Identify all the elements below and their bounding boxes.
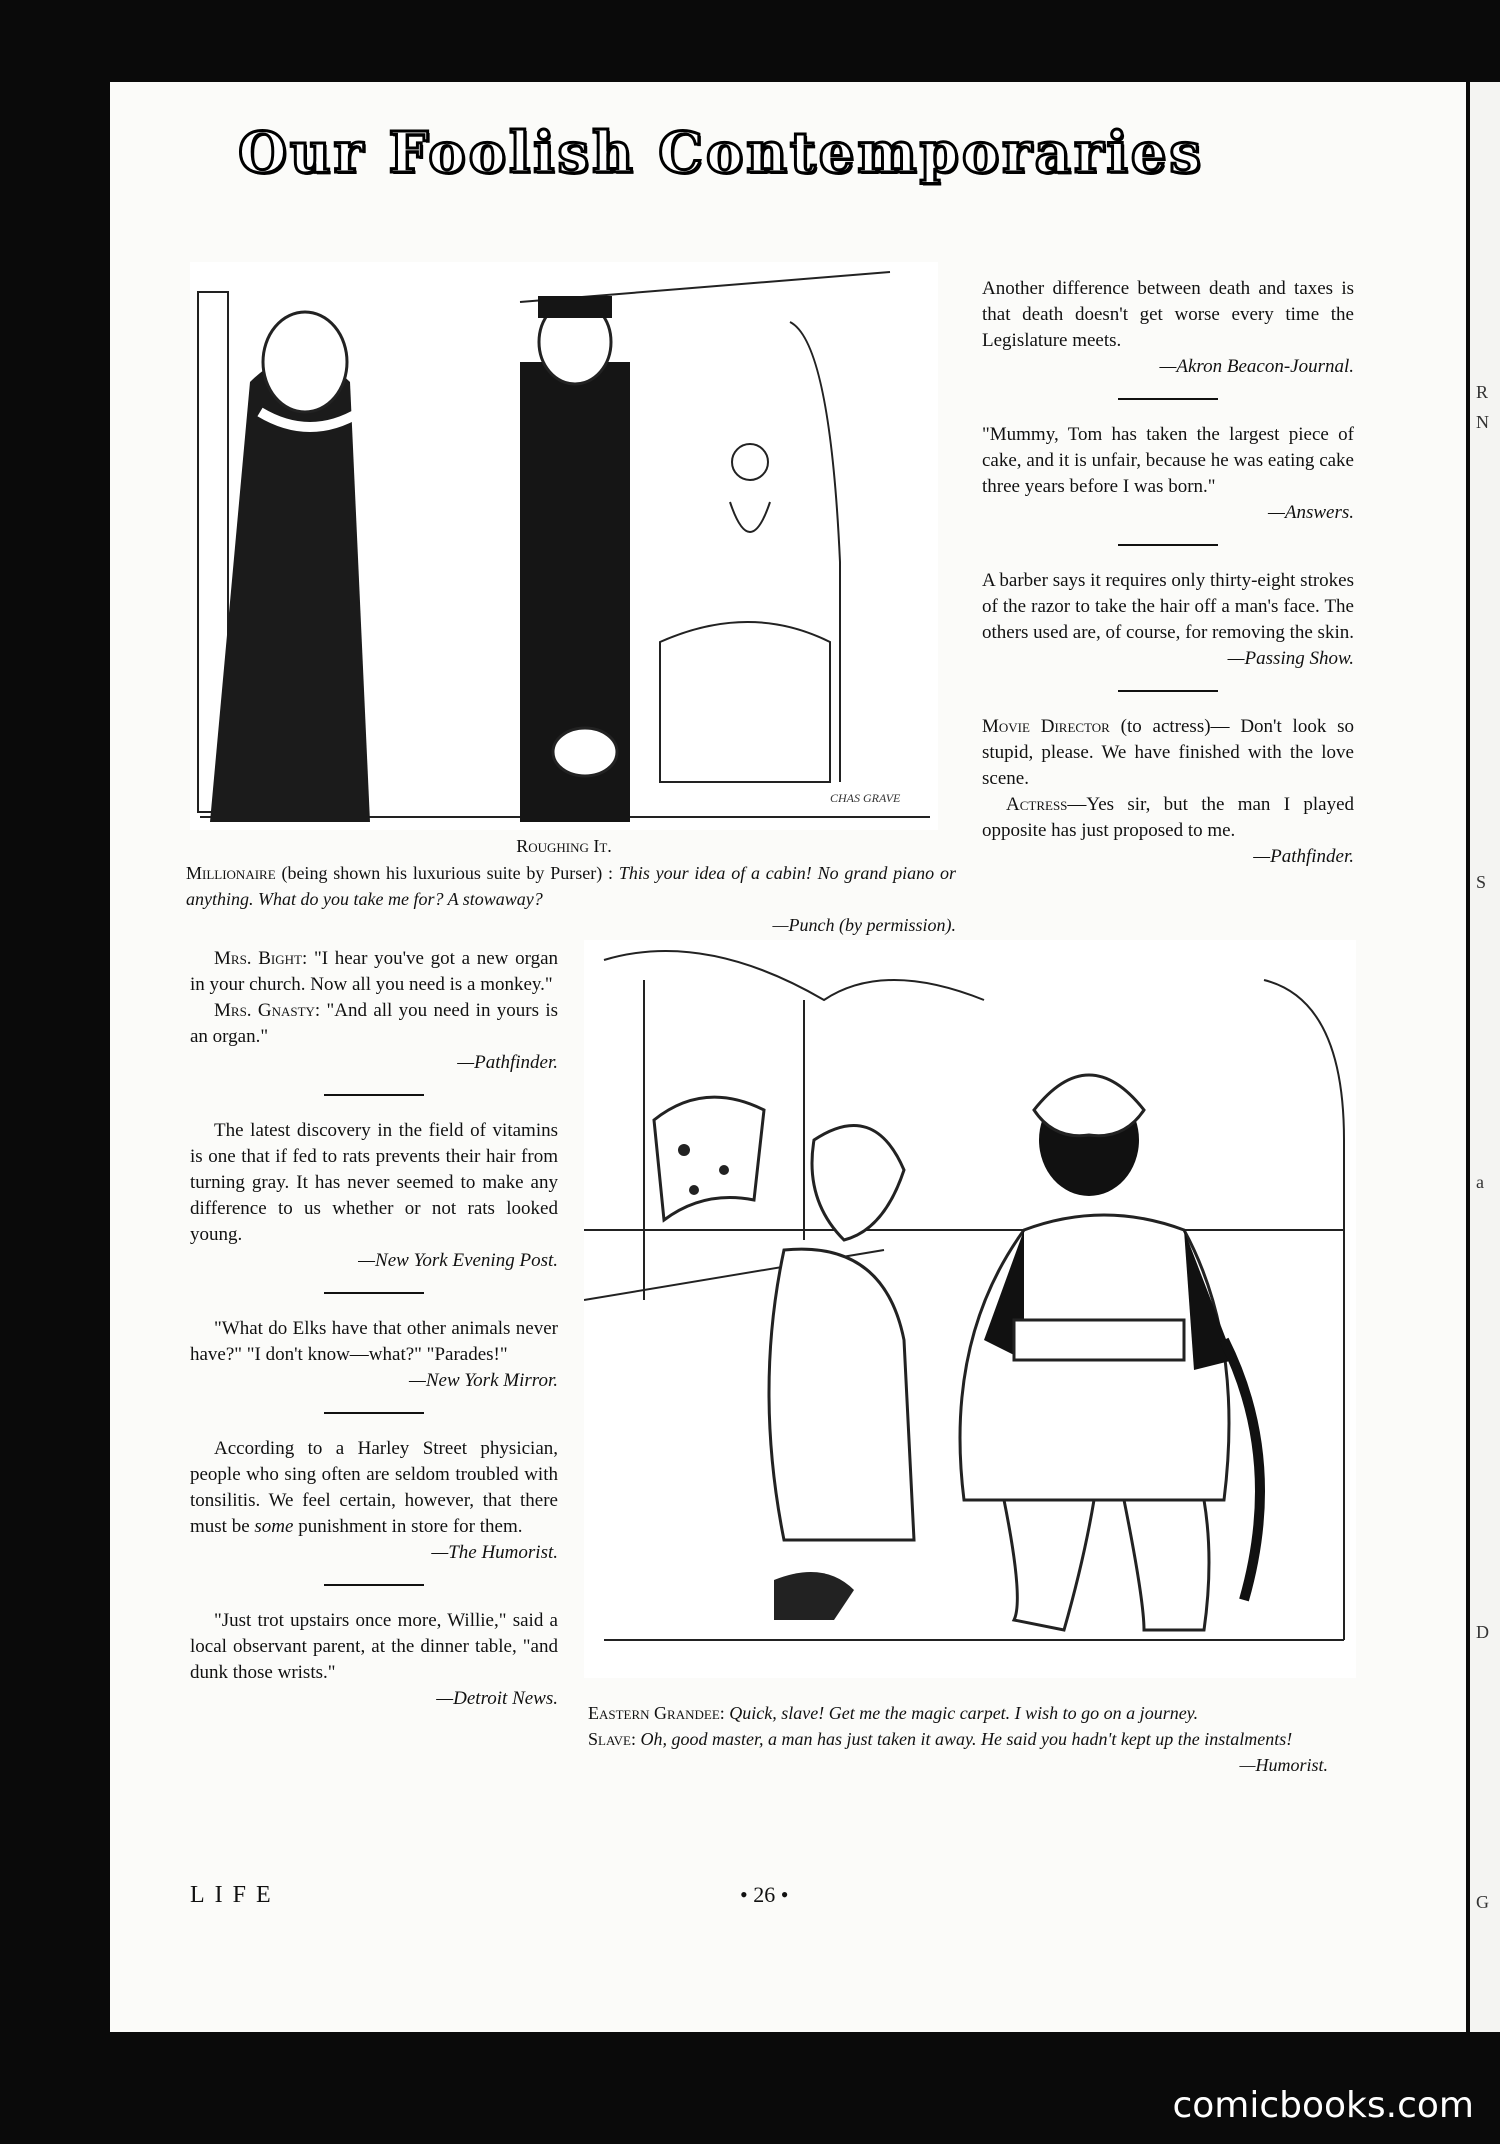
joke-source: —Passing Show. xyxy=(1227,648,1354,669)
movie-line: (to actress)— Don't look so stupid, please. We have finished with the love scene. xyxy=(982,716,1354,789)
divider xyxy=(1118,544,1218,546)
harley-text: According to a Harley Street physician, people who sing often are seldom troubled with tonsilitis. We feel certain, however, that there must be xyxy=(190,1438,558,1537)
actress-line: —Yes sir, but the man I played opposite has just proposed to me. xyxy=(982,794,1354,841)
divider xyxy=(324,1584,424,1586)
organ-line-2: "And all you need in yours is an organ." xyxy=(190,1000,558,1047)
joke-item: "Mummy, Tom has taken the largest piece of cake, and it is unfair, because he was eating cake three years before I was born." xyxy=(982,424,1354,497)
harley-street-item xyxy=(190,1436,558,1540)
roughing-it-cartoon xyxy=(190,262,938,830)
magic-carpet-cartoon xyxy=(584,940,1356,1678)
left-column xyxy=(190,946,558,1712)
grandee-quote: Quick, slave! Get me the magic carpet. I wish to go on a journey. xyxy=(729,1703,1199,1723)
speaker-mrs-bight: Mrs. Bight: xyxy=(214,948,308,969)
magic-carpet-caption xyxy=(588,1700,1358,1778)
speaker-slave: Slave: xyxy=(588,1729,636,1749)
joke-item: Another difference between death and taxes is that death doesn't get worse every time the Legislature meets. xyxy=(982,278,1354,351)
joke-source: —Pathfinder. xyxy=(1253,846,1354,867)
joke-item: "Just trot upstairs once more, Willie," said a local observant parent, at the dinner table, "and dunk those wrists." xyxy=(190,1610,558,1683)
organ-item xyxy=(190,946,558,998)
divider xyxy=(324,1292,424,1294)
joke-source: —Detroit News. xyxy=(436,1688,558,1709)
joke-source: —New York Mirror. xyxy=(408,1370,558,1391)
actress-item xyxy=(982,792,1354,844)
speaker-movie-director: Movie Director xyxy=(982,716,1110,737)
magazine-name: LIFE xyxy=(190,1882,281,1908)
speaker-actress: Actress xyxy=(1006,794,1068,815)
page-title: Our Foolish Contemporaries xyxy=(238,120,1204,186)
joke-item: A barber says it requires only thirty-eight strokes of the razor to take the hair off a man's face. The others used are, of course, for removing the skin. xyxy=(982,570,1355,643)
joke-source: —New York Evening Post. xyxy=(358,1250,558,1271)
caption-speaker: Millionaire xyxy=(186,863,276,883)
grandee-line xyxy=(588,1700,1358,1726)
watermark: comicbooks.com xyxy=(1172,2085,1474,2126)
joke-item: "What do Elks have that other animals never have?" "I don't know—what?" "Parades!" xyxy=(190,1318,558,1365)
organ-line-1: "I hear you've got a new organ in your church. Now all you need is a monkey." xyxy=(190,948,559,995)
cartoon-title: Roughing It. xyxy=(516,836,612,856)
divider xyxy=(324,1094,424,1096)
slave-line xyxy=(588,1726,1358,1752)
divider xyxy=(324,1412,424,1414)
caption-source: —Punch (by permission). xyxy=(772,915,956,935)
cartoon-signature: CHAS GRAVE xyxy=(830,791,901,805)
joke-source: —Pathfinder. xyxy=(457,1052,558,1073)
movie-director-item xyxy=(982,714,1354,792)
right-column xyxy=(982,276,1354,870)
joke-item: The latest discovery in the field of vitamins is one that if fed to rats prevents their hair from turning gray. It has never seemed to make any difference to us whether or not rats looked young. xyxy=(190,1120,558,1245)
speaker-eastern-grandee: Eastern Grandee: xyxy=(588,1703,725,1723)
divider xyxy=(1118,690,1218,692)
roughing-it-caption xyxy=(186,860,956,938)
caption-setup: (being shown his luxurious suite by Purser) : xyxy=(281,863,614,883)
facing-page-edge: R N S a D G xyxy=(1470,82,1500,2032)
speaker-mrs-gnasty: Mrs. Gnasty: xyxy=(214,1000,321,1021)
joke-source: —Answers. xyxy=(1267,502,1354,523)
divider xyxy=(1118,398,1218,400)
caption-source: —Humorist. xyxy=(1239,1755,1328,1775)
harley-text-end: punishment in store for them. xyxy=(298,1516,523,1537)
caption-quote: This your idea of a cabin! No grand piano or anything. What do you take me for? A stowaway? xyxy=(186,863,956,909)
joke-source: —The Humorist. xyxy=(431,1542,558,1563)
organ-reply xyxy=(190,998,558,1050)
harley-emphasis: some xyxy=(254,1516,294,1537)
joke-source: —Akron Beacon-Journal. xyxy=(1159,356,1354,377)
page-number: • 26 • xyxy=(740,1882,789,1907)
slave-quote: Oh, good master, a man has just taken it away. He said you hadn't kept up the instalments! xyxy=(640,1729,1293,1749)
